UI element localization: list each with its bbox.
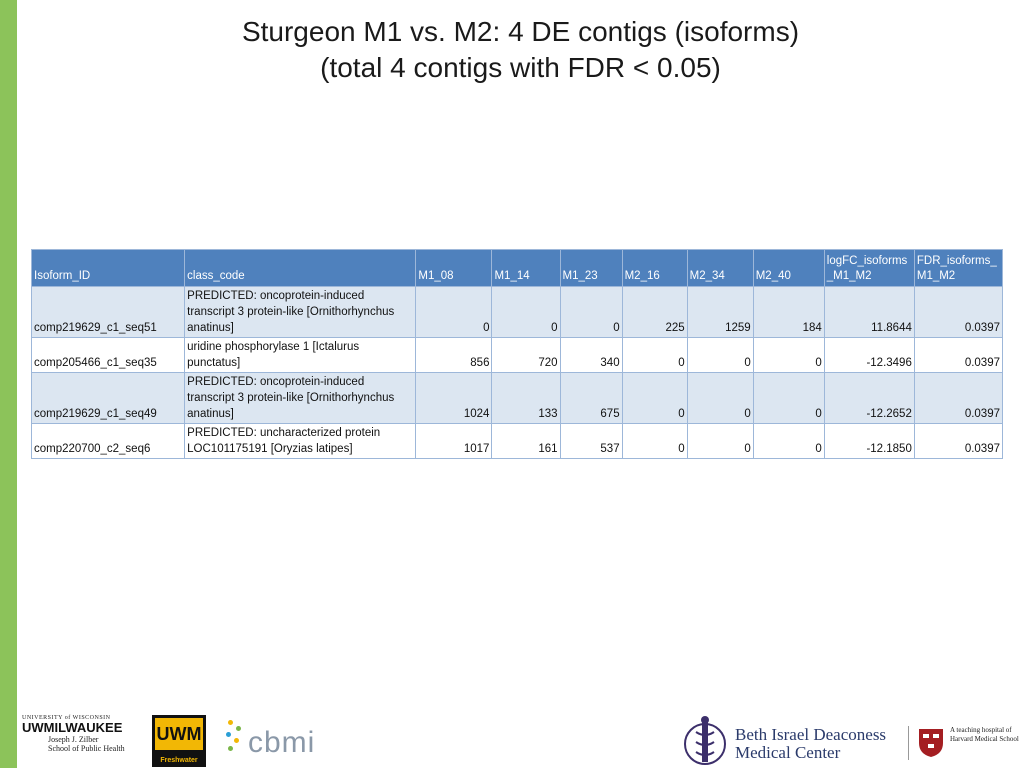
bidmc-name <box>735 726 886 762</box>
table-row <box>32 287 1003 338</box>
table-cell: comp220700_c2_seq6 <box>32 424 185 459</box>
harvard-line-1: A teaching hospital of <box>950 726 1012 734</box>
table-cell: PREDICTED: oncoprotein-induced transcript 3 protein-like [Ornithorhynchus anatinus] <box>185 287 416 338</box>
table-cell: comp219629_c1_seq49 <box>32 373 185 424</box>
table-cell: 133 <box>492 373 560 424</box>
col-header: M1_08 <box>416 250 492 287</box>
col-header: M2_34 <box>687 250 753 287</box>
table-row <box>32 338 1003 373</box>
harvard-shield-icon <box>918 728 944 758</box>
col-header: class_code <box>185 250 416 287</box>
table-cell: 161 <box>492 424 560 459</box>
accent-bar <box>0 0 17 768</box>
cbmi-dot-icon <box>228 720 233 725</box>
cbmi-logo <box>222 716 332 764</box>
table-row <box>32 424 1003 459</box>
table-cell: 0 <box>687 373 753 424</box>
table-cell: 340 <box>560 338 622 373</box>
col-header: logFC_isoforms_M1_M2 <box>824 250 914 287</box>
harvard-line-2: Harvard Medical School <box>950 735 1019 743</box>
isoform-table <box>31 249 1003 459</box>
col-header: M2_16 <box>622 250 687 287</box>
uwm-sub-text-1: Joseph J. Zilber <box>48 735 99 744</box>
cbmi-dot-icon <box>234 738 239 743</box>
table-cell: 0 <box>687 424 753 459</box>
cbmi-text: cbmi <box>248 726 316 759</box>
col-header: M1_14 <box>492 250 560 287</box>
bidmc-line-1: Beth Israel Deaconess <box>735 725 887 744</box>
table-cell: 0 <box>492 287 560 338</box>
col-header: M1_23 <box>560 250 622 287</box>
table-cell: 0 <box>622 338 687 373</box>
table-cell: comp205466_c1_seq35 <box>32 338 185 373</box>
table-cell: 0 <box>416 287 492 338</box>
table-cell: 720 <box>492 338 560 373</box>
table-cell: PREDICTED: uncharacterized protein LOC101175191 [Oryzias latipes] <box>185 424 416 459</box>
table-cell: 0 <box>753 338 824 373</box>
bidmc-line-2: Medical Center <box>735 743 841 762</box>
table-cell: 1017 <box>416 424 492 459</box>
table-header-row <box>32 250 1003 287</box>
table-cell: 0.0397 <box>914 373 1002 424</box>
cbmi-dot-icon <box>228 746 233 751</box>
col-header: M2_40 <box>753 250 824 287</box>
table-cell: 0.0397 <box>914 338 1002 373</box>
slide-title <box>17 14 1024 86</box>
table-cell: -12.2652 <box>824 373 914 424</box>
freshwater-mark: UWM <box>155 718 203 750</box>
bidmc-logo <box>680 712 1020 768</box>
table-cell: 675 <box>560 373 622 424</box>
table-cell: 0 <box>753 424 824 459</box>
table-cell: 0.0397 <box>914 424 1002 459</box>
table-row <box>32 373 1003 424</box>
uwm-sub-text-2: School of Public Health <box>48 744 125 753</box>
col-header: Isoform_ID <box>32 250 185 287</box>
table-cell: 537 <box>560 424 622 459</box>
uwm-zilber-logo <box>22 715 132 767</box>
table-cell: 0 <box>622 424 687 459</box>
table-cell: -12.3496 <box>824 338 914 373</box>
table-cell: 0 <box>753 373 824 424</box>
col-header: FDR_isoforms_M1_M2 <box>914 250 1002 287</box>
uwm-freshwater-logo <box>152 715 206 767</box>
cbmi-dot-icon <box>226 732 231 737</box>
uwm-top-text: UNIVERSITY of WISCONSIN <box>22 715 111 721</box>
cbmi-dot-icon <box>236 726 241 731</box>
table-cell: 0 <box>687 338 753 373</box>
table-cell: 184 <box>753 287 824 338</box>
table-cell: 225 <box>622 287 687 338</box>
table-cell: 11.8644 <box>824 287 914 338</box>
table-cell: comp219629_c1_seq51 <box>32 287 185 338</box>
title-line-2: (total 4 contigs with FDR < 0.05) <box>320 52 721 83</box>
table-cell: 0 <box>560 287 622 338</box>
table-cell: 0 <box>622 373 687 424</box>
logo-divider <box>908 726 909 760</box>
title-line-1: Sturgeon M1 vs. M2: 4 DE contigs (isoforms) <box>241 16 800 47</box>
harvard-text <box>950 726 1019 744</box>
table-cell: PREDICTED: oncoprotein-induced transcript 3 protein-like [Ornithorhynchus anatinus] <box>185 373 416 424</box>
uwm-main-text: UWMILWAUKEE <box>22 720 123 735</box>
bidmc-seal-icon <box>682 714 728 766</box>
table-cell: -12.1850 <box>824 424 914 459</box>
table-cell: 0.0397 <box>914 287 1002 338</box>
table-cell: uridine phosphorylase 1 [Ictalurus punctatus] <box>185 338 416 373</box>
table-cell: 1024 <box>416 373 492 424</box>
freshwater-label: Freshwater <box>160 757 198 764</box>
table-cell: 1259 <box>687 287 753 338</box>
table-cell: 856 <box>416 338 492 373</box>
